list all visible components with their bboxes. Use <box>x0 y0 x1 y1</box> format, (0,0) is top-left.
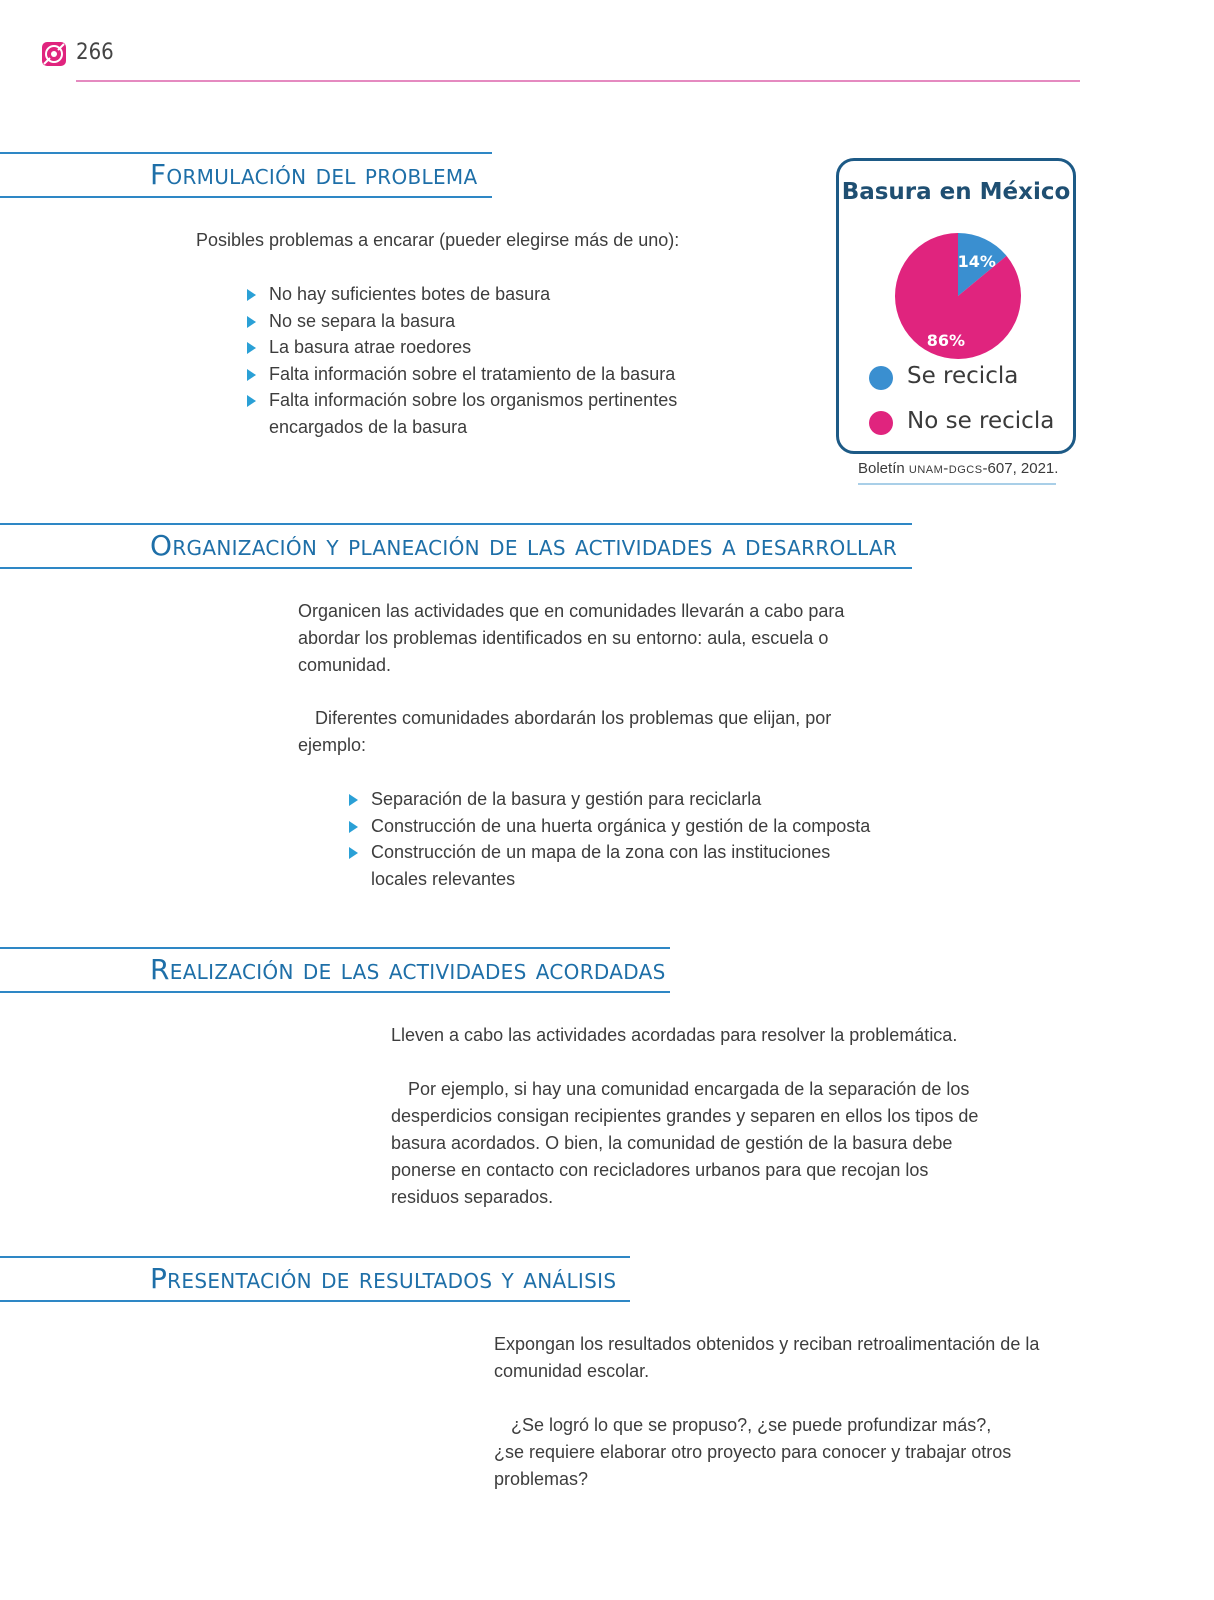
list-item-text: Falta información sobre el tratamiento de la basura <box>269 363 676 384</box>
list-item-text: No se separa la basura <box>269 310 456 331</box>
section-heading-formulacion <box>0 152 492 198</box>
source-suffix: -607, 2021. <box>982 460 1059 477</box>
pie-data-label: 14% <box>957 252 996 272</box>
section-intro: Posibles problemas a encarar (pueder elegirse más de uno): <box>196 230 680 250</box>
bullet-triangle-icon <box>247 316 256 328</box>
chart-card <box>836 158 1076 454</box>
heading-rule-bottom <box>0 1300 630 1302</box>
decorative-logo-icon <box>40 40 68 68</box>
section-title: Realización de las actividades acordadas <box>150 953 666 986</box>
heading-rule-bottom <box>0 567 912 569</box>
heading-rule-top <box>0 152 492 154</box>
page-number: 266 <box>76 40 114 65</box>
source-rule <box>858 483 1056 485</box>
bullet-triangle-icon <box>247 289 256 301</box>
paragraph: Expongan los resultados obtenidos y reciban retroalimentación de la comunidad escolar. <box>494 1334 1040 1381</box>
heading-rule-top <box>0 523 912 525</box>
legend-swatch <box>869 411 893 435</box>
section-heading-realizacion <box>0 947 670 993</box>
paragraph: Lleven a cabo las actividades acordadas para resolver la problemática. <box>391 1025 958 1045</box>
list-item <box>349 813 879 840</box>
paragraph: Por ejemplo, si hay una comunidad encargada de la separación de los desperdicios consigan recipientes grandes y separen en ellos los tipos de basura acordados. O bien, la comunidad de gestión de la basura debe ponerse en contacto con recicladores urbanos para que recojan los residuos separados. <box>391 1079 979 1207</box>
bullet-triangle-icon <box>247 369 256 381</box>
list-item-text: Construcción de una huerta orgánica y gestión de la composta <box>371 815 871 836</box>
chart-title: Basura en México <box>841 179 1071 205</box>
section-heading-organizacion <box>0 523 912 569</box>
pie-data-label: 86% <box>926 331 966 351</box>
section-heading-presentacion <box>0 1256 630 1302</box>
bullet-triangle-icon <box>349 847 358 859</box>
heading-rule-top <box>0 1256 630 1258</box>
section-title: Presentación de resultados y análisis <box>150 1262 617 1295</box>
list-item-text: Falta información sobre los organismos pertinentes encargados de la basura <box>269 390 678 437</box>
problems-list <box>247 281 687 441</box>
list-item-text: Separación de la basura y gestión para reciclarla <box>371 789 762 809</box>
paragraph: Diferentes comunidades abordarán los problemas que elijan, por ejemplo: <box>298 708 832 755</box>
legend-label: No se recicla <box>907 408 1055 434</box>
pie-chart <box>893 231 1023 361</box>
heading-rule-top <box>0 947 670 949</box>
list-item-text: No hay suficientes botes de basura <box>269 284 551 304</box>
list-item <box>247 281 687 308</box>
list-item <box>247 334 687 361</box>
heading-rule-bottom <box>0 196 492 198</box>
bullet-triangle-icon <box>247 342 256 354</box>
source-prefix: Boletín <box>858 460 905 477</box>
list-item <box>247 361 687 388</box>
page-header <box>40 38 1080 84</box>
list-item <box>247 308 687 335</box>
activities-list <box>349 786 879 892</box>
list-item <box>349 839 879 892</box>
paragraph: ¿Se logró lo que se propuso?, ¿se puede profundizar más?, ¿se requiere elaborar otro proyecto para conocer y trabajar otros problemas? <box>494 1415 1012 1489</box>
list-item <box>349 786 879 813</box>
list-item-text: Construcción de un mapa de la zona con las instituciones locales relevantes <box>371 842 831 889</box>
bullet-triangle-icon <box>247 395 256 407</box>
list-item <box>247 387 687 440</box>
bullet-triangle-icon <box>349 821 358 833</box>
section-title: Formulación del problema <box>150 158 478 191</box>
legend-label: Se recicla <box>907 363 1019 389</box>
source-ref: unam-dgcs <box>908 460 983 477</box>
heading-rule-bottom <box>0 991 670 993</box>
list-item-text: La basura atrae roedores <box>269 337 472 358</box>
chart-source <box>858 460 1058 477</box>
bullet-triangle-icon <box>349 794 358 806</box>
header-rule <box>76 80 1080 82</box>
paragraph: Organicen las actividades que en comunidades llevarán a cabo para abordar los problemas identificados en su entorno: aula, escuela o comunidad. <box>298 601 845 675</box>
legend-swatch <box>869 366 893 390</box>
section-title: Organización y planeación de las actividades a desarrollar <box>150 529 898 562</box>
